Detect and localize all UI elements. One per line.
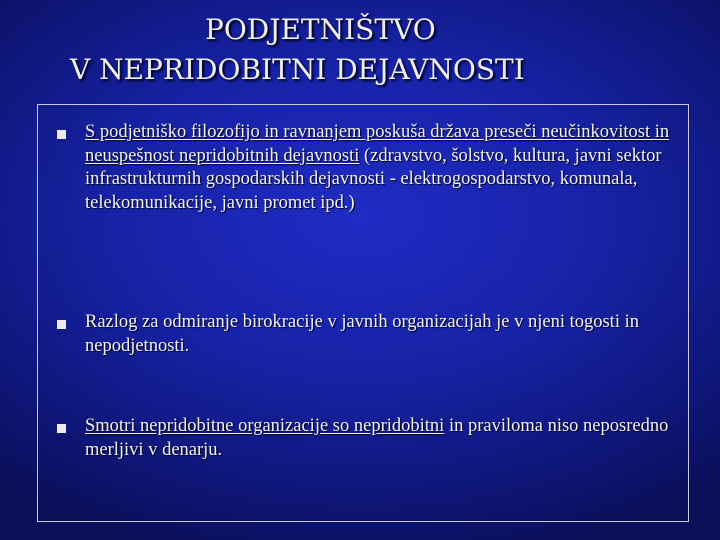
content-box: [37, 104, 689, 522]
bullet-3-underlined: Smotri nepridobitne organizacije so nepridobitni: [85, 416, 445, 436]
bullet-text-3: [85, 415, 685, 462]
square-bullet-icon: [57, 130, 66, 139]
bullet-text-1: [85, 121, 685, 215]
title-line-1: PODJETNIŠTVO: [205, 13, 436, 46]
bullet-1-rest: (zdravstvo, šolstvo, kultura, javni sektor infrastrukturnih gospodarskih dejavnosti - elektrogospodarstvo, komunala, telekomunikacije, javni promet ipd.): [85, 145, 662, 213]
bullet-3-rest: in praviloma niso neposredno merljivi v denarju.: [85, 416, 669, 460]
square-bullet-icon: [57, 424, 66, 433]
bullet-text-2: Razlog za odmiranje birokracije v javnih organizacijah je v njeni togosti in nepodjetnosti.: [85, 312, 639, 356]
title-line-2: V NEPRIDOBITNI DEJAVNOSTI: [70, 53, 525, 86]
bullet-1-underlined: S podjetniško filozofijo in ravnanjem poskuša država preseči neučinkovitost in neuspešnost nepridobitnih dejavnosti: [85, 122, 670, 166]
slide-title: [0, 10, 720, 90]
square-bullet-icon: [57, 320, 66, 329]
